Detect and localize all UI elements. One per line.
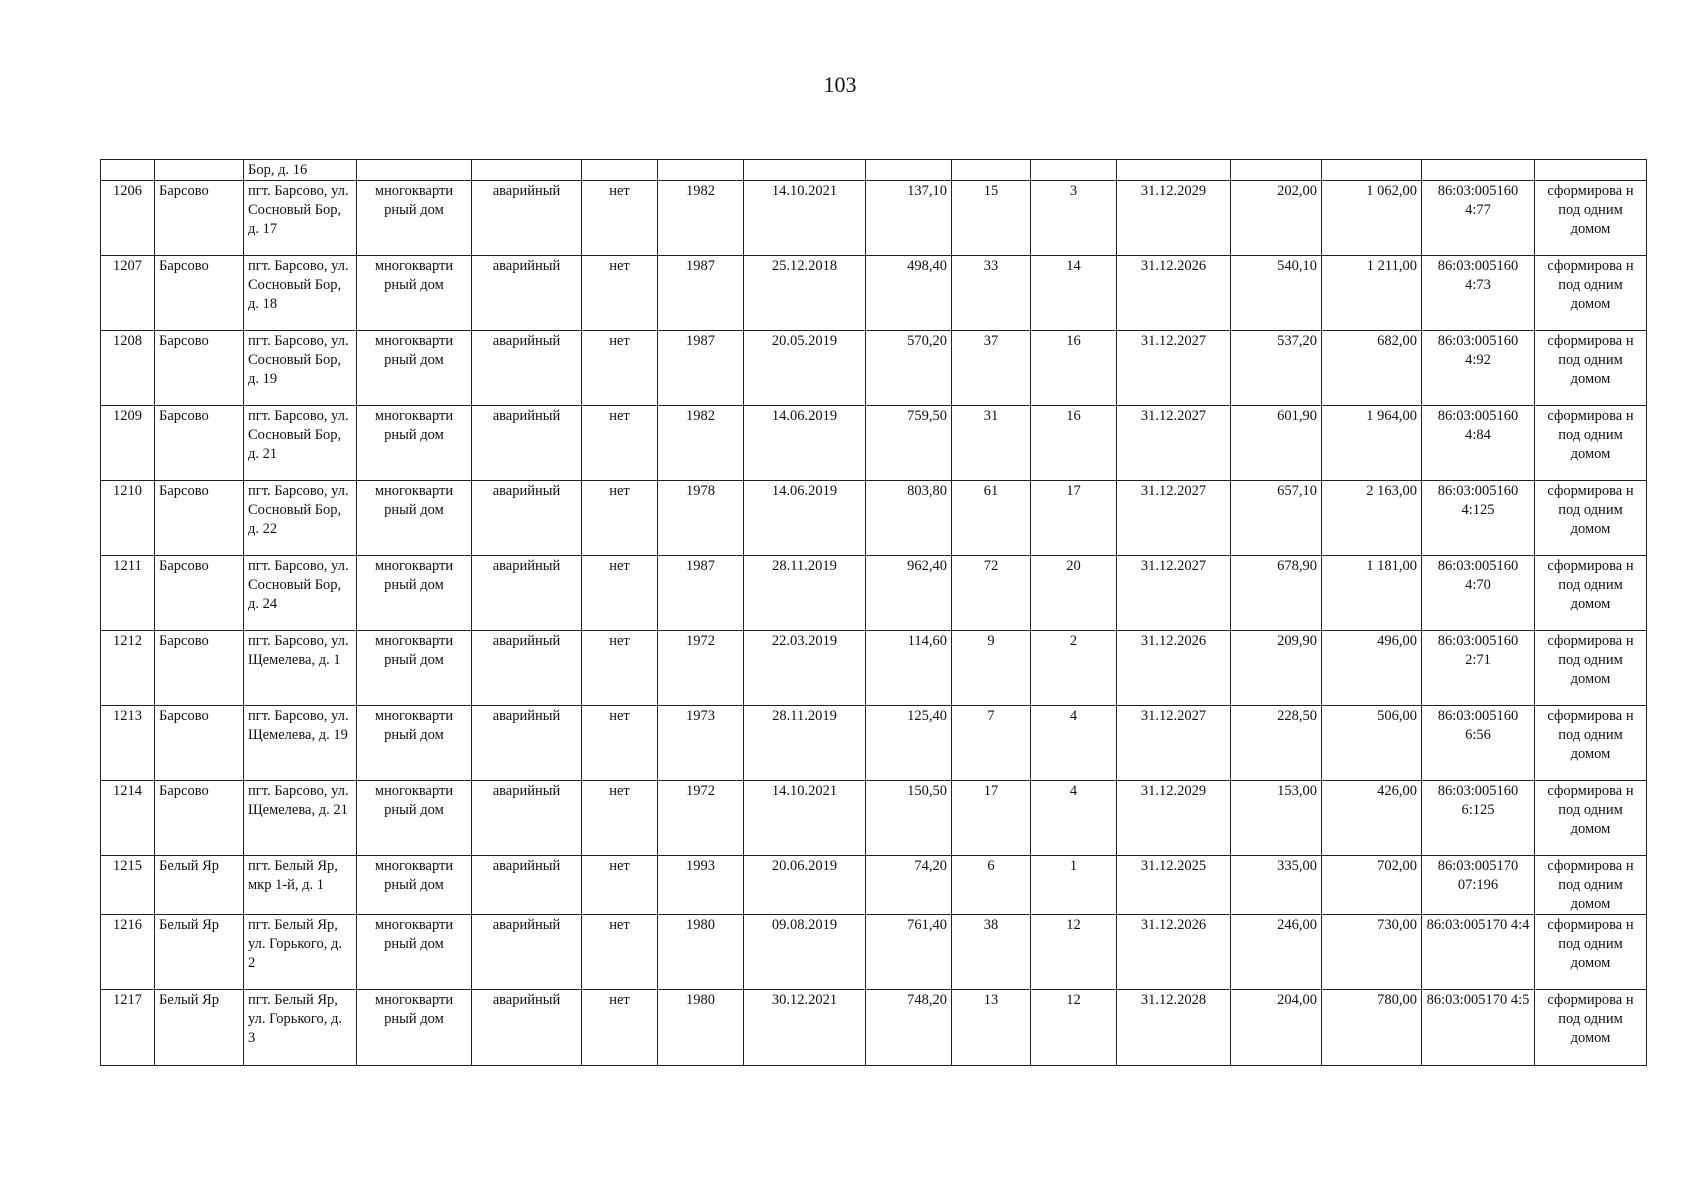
cell-recognition-date: 22.03.2019 bbox=[744, 631, 866, 706]
cell-residents: 38 bbox=[952, 915, 1031, 990]
table-row-continuation bbox=[101, 160, 1647, 181]
housing-registry-table bbox=[100, 159, 1647, 1066]
cell-year: 1987 bbox=[658, 556, 744, 631]
cell-flats: 16 bbox=[1031, 331, 1117, 406]
cell-area: 150,50 bbox=[866, 781, 952, 856]
cell-planned-date: 31.12.2025 bbox=[1117, 856, 1231, 915]
cell-number: 1207 bbox=[101, 256, 155, 331]
cell-cadastral-number: 86:03:005160 4:77 bbox=[1422, 181, 1535, 256]
cell-cost: 426,00 bbox=[1322, 781, 1422, 856]
table-row bbox=[101, 481, 1647, 556]
cell-planned-date: 31.12.2029 bbox=[1117, 181, 1231, 256]
cell-year: 1972 bbox=[658, 781, 744, 856]
cell-address: пгт. Белый Яр, мкр 1-й, д. 1 bbox=[244, 856, 357, 915]
cell-condition: аварийный bbox=[472, 481, 582, 556]
cell-condition: аварийный bbox=[472, 706, 582, 781]
cell-recognition-date: 14.10.2021 bbox=[744, 781, 866, 856]
cell-flats: 3 bbox=[1031, 181, 1117, 256]
cell-house-type: многокварти рный дом bbox=[357, 990, 472, 1066]
cell-condition: аварийный bbox=[472, 856, 582, 915]
cell-empty bbox=[1231, 160, 1322, 181]
table-row bbox=[101, 331, 1647, 406]
cell-cost: 730,00 bbox=[1322, 915, 1422, 990]
cell-planned-area: 657,10 bbox=[1231, 481, 1322, 556]
cell-planned-area: 678,90 bbox=[1231, 556, 1322, 631]
cell-house-type: многокварти рный дом bbox=[357, 706, 472, 781]
cell-locality: Барсово bbox=[155, 706, 244, 781]
cell-area: 114,60 bbox=[866, 631, 952, 706]
cell-number: 1212 bbox=[101, 631, 155, 706]
table-row bbox=[101, 631, 1647, 706]
cell-address: пгт. Барсово, ул. Щемелева, д. 19 bbox=[244, 706, 357, 781]
cell-address: Бор, д. 16 bbox=[244, 160, 357, 181]
cell-cadastral-number: 86:03:005170 4:4 bbox=[1422, 915, 1535, 990]
cell-address: пгт. Барсово, ул. Щемелева, д. 21 bbox=[244, 781, 357, 856]
cell-empty bbox=[866, 160, 952, 181]
cell-condition: аварийный bbox=[472, 631, 582, 706]
cell-extra: нет bbox=[582, 556, 658, 631]
cell-locality: Белый Яр bbox=[155, 915, 244, 990]
cell-area: 137,10 bbox=[866, 181, 952, 256]
cell-house-type: многокварти рный дом bbox=[357, 331, 472, 406]
cell-residents: 7 bbox=[952, 706, 1031, 781]
cell-note: сформирова н под одним домом bbox=[1535, 181, 1647, 256]
cell-extra: нет bbox=[582, 331, 658, 406]
cell-locality: Барсово bbox=[155, 481, 244, 556]
cell-area: 74,20 bbox=[866, 856, 952, 915]
cell-area: 748,20 bbox=[866, 990, 952, 1066]
cell-recognition-date: 28.11.2019 bbox=[744, 556, 866, 631]
cell-note: сформирова н под одним домом bbox=[1535, 990, 1647, 1066]
cell-residents: 15 bbox=[952, 181, 1031, 256]
cell-number: 1216 bbox=[101, 915, 155, 990]
cell-flats: 12 bbox=[1031, 990, 1117, 1066]
cell-flats: 17 bbox=[1031, 481, 1117, 556]
cell-planned-date: 31.12.2027 bbox=[1117, 331, 1231, 406]
cell-house-type: многокварти рный дом bbox=[357, 556, 472, 631]
cell-locality: Белый Яр bbox=[155, 990, 244, 1066]
cell-number: 1215 bbox=[101, 856, 155, 915]
cell-condition: аварийный bbox=[472, 556, 582, 631]
cell-planned-date: 31.12.2029 bbox=[1117, 781, 1231, 856]
cell-cost: 780,00 bbox=[1322, 990, 1422, 1066]
cell-note: сформирова н под одним домом bbox=[1535, 915, 1647, 990]
cell-number: 1213 bbox=[101, 706, 155, 781]
cell-extra: нет bbox=[582, 915, 658, 990]
cell-planned-date: 31.12.2027 bbox=[1117, 406, 1231, 481]
cell-area: 498,40 bbox=[866, 256, 952, 331]
cell-residents: 72 bbox=[952, 556, 1031, 631]
cell-condition: аварийный bbox=[472, 406, 582, 481]
cell-residents: 13 bbox=[952, 990, 1031, 1066]
cell-locality: Барсово bbox=[155, 556, 244, 631]
cell-cadastral-number: 86:03:005160 4:73 bbox=[1422, 256, 1535, 331]
cell-planned-area: 601,90 bbox=[1231, 406, 1322, 481]
cell-planned-area: 537,20 bbox=[1231, 331, 1322, 406]
cell-cost: 2 163,00 bbox=[1322, 481, 1422, 556]
cell-planned-area: 204,00 bbox=[1231, 990, 1322, 1066]
cell-planned-area: 228,50 bbox=[1231, 706, 1322, 781]
cell-number: 1210 bbox=[101, 481, 155, 556]
cell-address: пгт. Барсово, ул. Сосновый Бор, д. 18 bbox=[244, 256, 357, 331]
cell-note: сформирова н под одним домом bbox=[1535, 706, 1647, 781]
cell-cost: 1 964,00 bbox=[1322, 406, 1422, 481]
cell-recognition-date: 28.11.2019 bbox=[744, 706, 866, 781]
cell-condition: аварийный bbox=[472, 915, 582, 990]
cell-flats: 14 bbox=[1031, 256, 1117, 331]
cell-extra: нет bbox=[582, 256, 658, 331]
cell-recognition-date: 20.05.2019 bbox=[744, 331, 866, 406]
cell-cost: 682,00 bbox=[1322, 331, 1422, 406]
cell-recognition-date: 20.06.2019 bbox=[744, 856, 866, 915]
cell-year: 1973 bbox=[658, 706, 744, 781]
cell-area: 570,20 bbox=[866, 331, 952, 406]
cell-note: сформирова н под одним домом bbox=[1535, 256, 1647, 331]
cell-condition: аварийный bbox=[472, 256, 582, 331]
cell-flats: 20 bbox=[1031, 556, 1117, 631]
cell-planned-date: 31.12.2028 bbox=[1117, 990, 1231, 1066]
cell-empty bbox=[472, 160, 582, 181]
cell-year: 1982 bbox=[658, 406, 744, 481]
cell-condition: аварийный bbox=[472, 181, 582, 256]
cell-cadastral-number: 86:03:005160 2:71 bbox=[1422, 631, 1535, 706]
cell-residents: 33 bbox=[952, 256, 1031, 331]
cell-number: 1208 bbox=[101, 331, 155, 406]
cell-empty bbox=[582, 160, 658, 181]
cell-recognition-date: 09.08.2019 bbox=[744, 915, 866, 990]
cell-address: пгт. Белый Яр, ул. Горького, д. 3 bbox=[244, 990, 357, 1066]
cell-note: сформирова н под одним домом bbox=[1535, 331, 1647, 406]
cell-number: 1214 bbox=[101, 781, 155, 856]
cell-empty bbox=[1322, 160, 1422, 181]
cell-cadastral-number: 86:03:005160 4:125 bbox=[1422, 481, 1535, 556]
cell-residents: 31 bbox=[952, 406, 1031, 481]
cell-flats: 1 bbox=[1031, 856, 1117, 915]
cell-empty bbox=[1031, 160, 1117, 181]
cell-locality: Белый Яр bbox=[155, 856, 244, 915]
cell-cost: 1 062,00 bbox=[1322, 181, 1422, 256]
cell-recognition-date: 14.06.2019 bbox=[744, 481, 866, 556]
cell-locality: Барсово bbox=[155, 181, 244, 256]
cell-empty bbox=[744, 160, 866, 181]
cell-extra: нет bbox=[582, 406, 658, 481]
cell-house-type: многокварти рный дом bbox=[357, 856, 472, 915]
table-row bbox=[101, 990, 1647, 1066]
table-row bbox=[101, 706, 1647, 781]
cell-residents: 17 bbox=[952, 781, 1031, 856]
cell-planned-area: 153,00 bbox=[1231, 781, 1322, 856]
cell-extra: нет bbox=[582, 481, 658, 556]
cell-flats: 2 bbox=[1031, 631, 1117, 706]
cell-residents: 6 bbox=[952, 856, 1031, 915]
cell-year: 1987 bbox=[658, 331, 744, 406]
cell-cost: 1 211,00 bbox=[1322, 256, 1422, 331]
cell-note: сформирова н под одним домом bbox=[1535, 481, 1647, 556]
cell-flats: 12 bbox=[1031, 915, 1117, 990]
cell-cost: 1 181,00 bbox=[1322, 556, 1422, 631]
cell-house-type: многокварти рный дом bbox=[357, 481, 472, 556]
cell-locality: Барсово bbox=[155, 781, 244, 856]
cell-extra: нет bbox=[582, 181, 658, 256]
cell-planned-date: 31.12.2027 bbox=[1117, 481, 1231, 556]
cell-house-type: многокварти рный дом bbox=[357, 781, 472, 856]
cell-number: 1211 bbox=[101, 556, 155, 631]
cell-empty bbox=[155, 160, 244, 181]
cell-condition: аварийный bbox=[472, 331, 582, 406]
cell-year: 1993 bbox=[658, 856, 744, 915]
cell-flats: 4 bbox=[1031, 781, 1117, 856]
cell-year: 1972 bbox=[658, 631, 744, 706]
cell-address: пгт. Барсово, ул. Сосновый Бор, д. 22 bbox=[244, 481, 357, 556]
cell-empty bbox=[357, 160, 472, 181]
cell-number: 1217 bbox=[101, 990, 155, 1066]
cell-empty bbox=[1117, 160, 1231, 181]
cell-address: пгт. Барсово, ул. Сосновый Бор, д. 21 bbox=[244, 406, 357, 481]
cell-note: сформирова н под одним домом bbox=[1535, 406, 1647, 481]
cell-planned-date: 31.12.2026 bbox=[1117, 915, 1231, 990]
cell-locality: Барсово bbox=[155, 331, 244, 406]
cell-locality: Барсово bbox=[155, 406, 244, 481]
cell-planned-area: 335,00 bbox=[1231, 856, 1322, 915]
cell-planned-area: 246,00 bbox=[1231, 915, 1322, 990]
cell-number: 1206 bbox=[101, 181, 155, 256]
table-row bbox=[101, 781, 1647, 856]
cell-recognition-date: 14.10.2021 bbox=[744, 181, 866, 256]
cell-planned-area: 202,00 bbox=[1231, 181, 1322, 256]
cell-cadastral-number: 86:03:005160 4:70 bbox=[1422, 556, 1535, 631]
cell-year: 1980 bbox=[658, 990, 744, 1066]
cell-extra: нет bbox=[582, 631, 658, 706]
cell-condition: аварийный bbox=[472, 781, 582, 856]
table-row bbox=[101, 406, 1647, 481]
cell-year: 1982 bbox=[658, 181, 744, 256]
cell-cadastral-number: 86:03:005160 6:56 bbox=[1422, 706, 1535, 781]
cell-planned-area: 540,10 bbox=[1231, 256, 1322, 331]
cell-cadastral-number: 86:03:005170 07:196 bbox=[1422, 856, 1535, 915]
cell-cadastral-number: 86:03:005160 6:125 bbox=[1422, 781, 1535, 856]
cell-house-type: многокварти рный дом bbox=[357, 181, 472, 256]
cell-planned-date: 31.12.2026 bbox=[1117, 631, 1231, 706]
cell-cost: 496,00 bbox=[1322, 631, 1422, 706]
cell-house-type: многокварти рный дом bbox=[357, 915, 472, 990]
cell-empty bbox=[658, 160, 744, 181]
cell-area: 759,50 bbox=[866, 406, 952, 481]
cell-residents: 37 bbox=[952, 331, 1031, 406]
cell-address: пгт. Барсово, ул. Сосновый Бор, д. 17 bbox=[244, 181, 357, 256]
cell-cost: 506,00 bbox=[1322, 706, 1422, 781]
cell-planned-area: 209,90 bbox=[1231, 631, 1322, 706]
cell-flats: 16 bbox=[1031, 406, 1117, 481]
cell-note: сформирова н под одним домом bbox=[1535, 781, 1647, 856]
cell-planned-date: 31.12.2027 bbox=[1117, 706, 1231, 781]
cell-number: 1209 bbox=[101, 406, 155, 481]
cell-address: пгт. Барсово, ул. Щемелева, д. 1 bbox=[244, 631, 357, 706]
cell-note: сформирова н под одним домом bbox=[1535, 856, 1647, 915]
cell-extra: нет bbox=[582, 781, 658, 856]
cell-address: пгт. Барсово, ул. Сосновый Бор, д. 24 bbox=[244, 556, 357, 631]
cell-planned-date: 31.12.2026 bbox=[1117, 256, 1231, 331]
cell-address: пгт. Белый Яр, ул. Горького, д. 2 bbox=[244, 915, 357, 990]
cell-residents: 9 bbox=[952, 631, 1031, 706]
cell-area: 125,40 bbox=[866, 706, 952, 781]
cell-empty bbox=[1422, 160, 1535, 181]
cell-note: сформирова н под одним домом bbox=[1535, 556, 1647, 631]
cell-year: 1987 bbox=[658, 256, 744, 331]
table-row bbox=[101, 856, 1647, 915]
cell-house-type: многокварти рный дом bbox=[357, 406, 472, 481]
cell-extra: нет bbox=[582, 706, 658, 781]
cell-house-type: многокварти рный дом bbox=[357, 256, 472, 331]
cell-area: 962,40 bbox=[866, 556, 952, 631]
cell-empty bbox=[952, 160, 1031, 181]
cell-year: 1978 bbox=[658, 481, 744, 556]
cell-cost: 702,00 bbox=[1322, 856, 1422, 915]
table-row bbox=[101, 915, 1647, 990]
page-number: 103 bbox=[823, 72, 857, 97]
cell-recognition-date: 14.06.2019 bbox=[744, 406, 866, 481]
cell-cadastral-number: 86:03:005170 4:5 bbox=[1422, 990, 1535, 1066]
table-row bbox=[101, 556, 1647, 631]
cell-house-type: многокварти рный дом bbox=[357, 631, 472, 706]
cell-locality: Барсово bbox=[155, 256, 244, 331]
table-row bbox=[101, 181, 1647, 256]
table-row bbox=[101, 256, 1647, 331]
cell-area: 761,40 bbox=[866, 915, 952, 990]
cell-planned-date: 31.12.2027 bbox=[1117, 556, 1231, 631]
cell-extra: нет bbox=[582, 856, 658, 915]
cell-empty bbox=[101, 160, 155, 181]
cell-recognition-date: 30.12.2021 bbox=[744, 990, 866, 1066]
cell-empty bbox=[1535, 160, 1647, 181]
cell-recognition-date: 25.12.2018 bbox=[744, 256, 866, 331]
cell-extra: нет bbox=[582, 990, 658, 1066]
cell-area: 803,80 bbox=[866, 481, 952, 556]
cell-flats: 4 bbox=[1031, 706, 1117, 781]
cell-condition: аварийный bbox=[472, 990, 582, 1066]
cell-year: 1980 bbox=[658, 915, 744, 990]
cell-locality: Барсово bbox=[155, 631, 244, 706]
cell-note: сформирова н под одним домом bbox=[1535, 631, 1647, 706]
cell-cadastral-number: 86:03:005160 4:84 bbox=[1422, 406, 1535, 481]
cell-address: пгт. Барсово, ул. Сосновый Бор, д. 19 bbox=[244, 331, 357, 406]
cell-residents: 61 bbox=[952, 481, 1031, 556]
cell-cadastral-number: 86:03:005160 4:92 bbox=[1422, 331, 1535, 406]
